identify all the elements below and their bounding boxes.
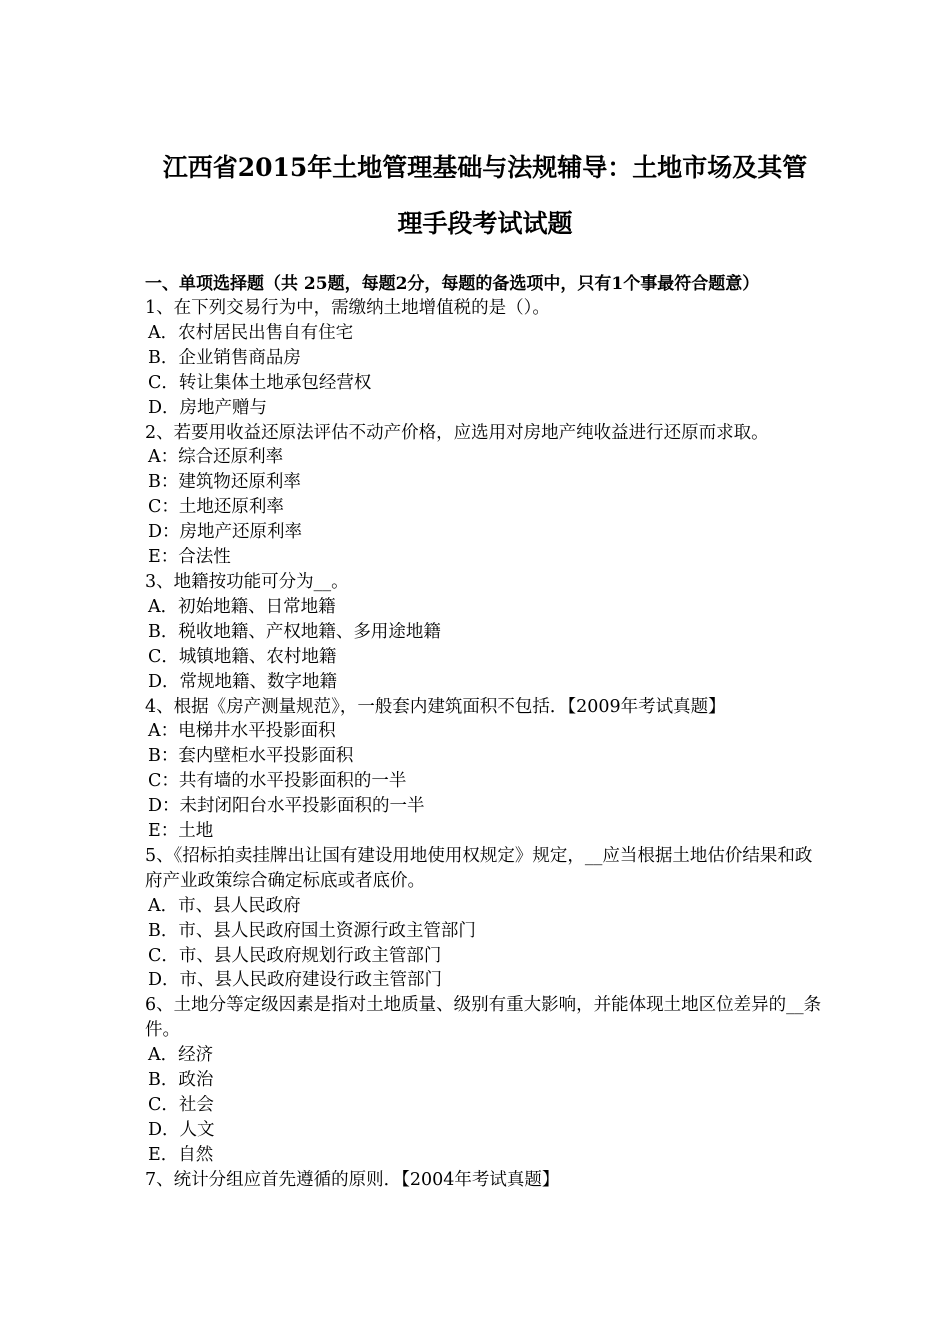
title-line-1: 江西省2015年土地管理基础与法规辅导：土地市场及其管 xyxy=(162,153,808,182)
answer-option: D：未封闭阳台水平投影面积的一半 xyxy=(148,796,425,817)
question-item xyxy=(145,1168,825,1193)
answer-option: D．房地产赠与 xyxy=(148,397,268,418)
question-list xyxy=(145,296,825,1193)
answer-option: B．政治 xyxy=(148,1070,214,1091)
question-item xyxy=(145,421,825,570)
answer-option: B．市、县人民政府国土资源行政主管部门 xyxy=(148,920,476,941)
answer-option: A：综合还原利率 xyxy=(148,447,284,468)
answer-option: E：合法性 xyxy=(148,547,231,568)
document-title xyxy=(145,140,825,252)
question-item xyxy=(145,993,825,1167)
answer-option: B．税收地籍、产权地籍、多用途地籍 xyxy=(148,621,441,642)
answer-option: A：电梯井水平投影面积 xyxy=(148,721,336,742)
question-stem: 5、《招标拍卖挂牌出让国有建设用地使用权规定》规定，__应当根据土地估价结果和政府产业政策综合确定标底或者底价。 xyxy=(145,845,813,891)
answer-option: E．自然 xyxy=(148,1144,214,1165)
question-stem: 6、土地分等定级因素是指对土地质量、级别有重大影响，并能体现土地区位差异的__条件。 xyxy=(145,995,822,1041)
answer-option: C：土地还原利率 xyxy=(148,497,284,518)
answer-option: E：土地 xyxy=(148,821,214,842)
answer-option: D：房地产还原利率 xyxy=(148,522,303,543)
question-stem: 7、统计分组应首先遵循的原则．【2004年考试真题】 xyxy=(145,1169,560,1190)
question-stem: 1、在下列交易行为中，需缴纳土地增值税的是（）。 xyxy=(145,298,550,318)
answer-option: B：建筑物还原利率 xyxy=(148,472,301,493)
answer-option: D．常规地籍、数字地籍 xyxy=(148,671,338,692)
answer-option: C：共有墙的水平投影面积的一半 xyxy=(148,771,407,792)
title-line-2: 理手段考试试题 xyxy=(397,209,573,238)
section-heading: 一、单项选择题（共 25题，每题2分，每题的备选项中，只有1个事最符合题意） xyxy=(145,274,760,294)
question-item xyxy=(145,570,825,695)
answer-option: D．市、县人民政府建设行政主管部门 xyxy=(148,970,443,991)
question-stem: 4、根据《房产测量规范》，一般套内建筑面积不包括．【2009年考试真题】 xyxy=(145,696,726,717)
question-item xyxy=(145,296,825,421)
answer-option: A．初始地籍、日常地籍 xyxy=(148,596,336,617)
document-page xyxy=(145,140,825,1193)
answer-option: C．城镇地籍、农村地籍 xyxy=(148,646,337,667)
question-item xyxy=(145,844,825,993)
question-item xyxy=(145,695,825,844)
answer-option: A．经济 xyxy=(148,1045,214,1066)
question-stem: 2、若要用收益还原法评估不动产价格，应选用对房地产纯收益进行还原而求取。 xyxy=(145,422,769,443)
answer-option: C．社会 xyxy=(148,1095,214,1115)
answer-option: A．农村居民出售自有住宅 xyxy=(148,322,354,343)
answer-option: A．市、县人民政府 xyxy=(148,895,301,916)
answer-option: D．人文 xyxy=(148,1119,215,1140)
answer-option: C．市、县人民政府规划行政主管部门 xyxy=(148,945,442,966)
answer-option: C．转让集体土地承包经营权 xyxy=(148,372,372,393)
answer-option: B．企业销售商品房 xyxy=(148,347,301,368)
answer-option: B：套内壁柜水平投影面积 xyxy=(148,746,354,767)
question-stem: 3、地籍按功能可分为__。 xyxy=(145,571,349,592)
